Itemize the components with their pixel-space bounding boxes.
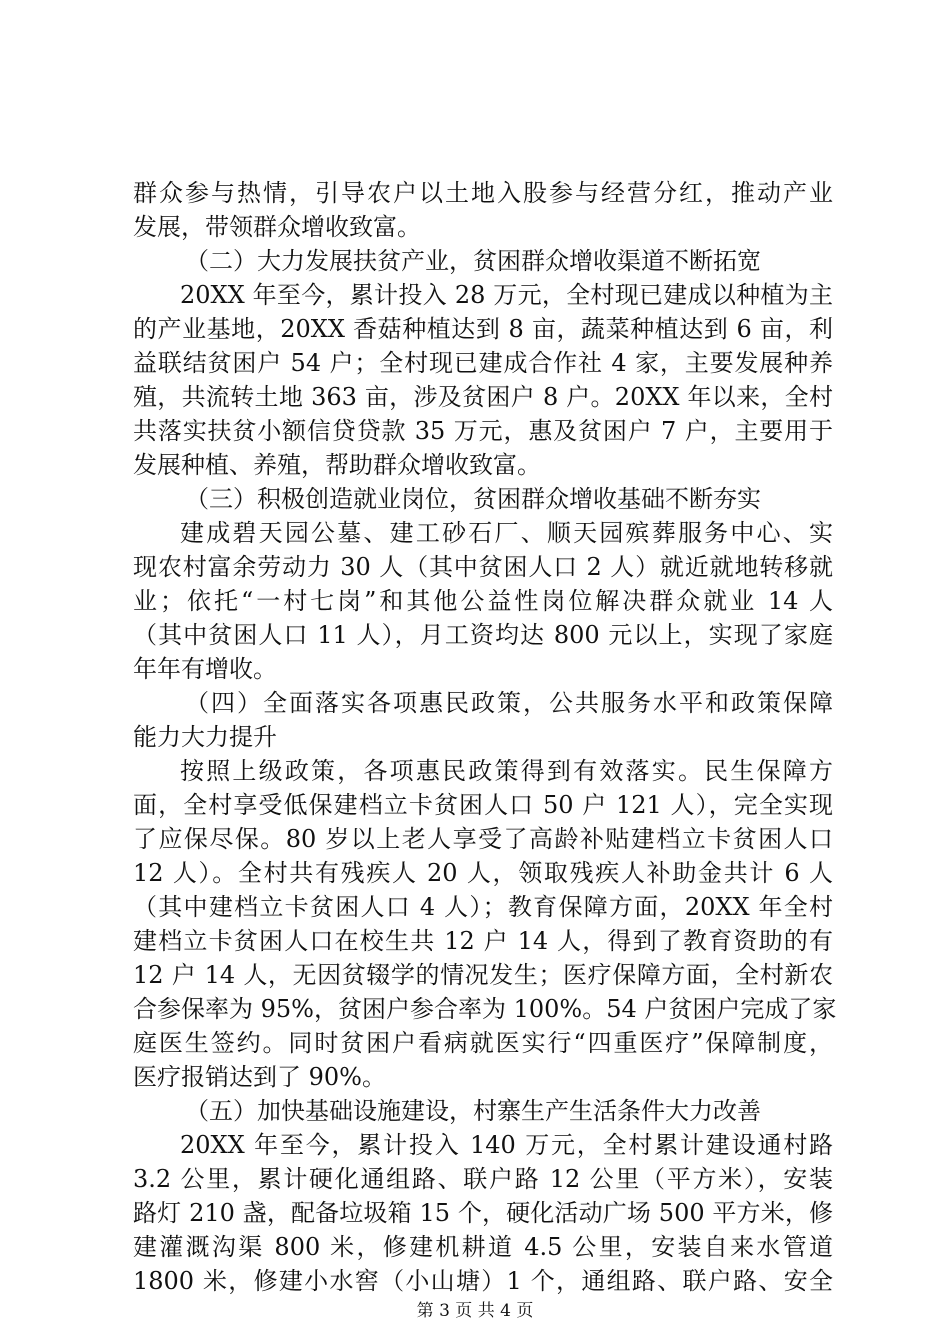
body-text-line: 建成碧天园公墓、建工砂石厂、顺天园殡葬服务中心、实: [180, 519, 833, 547]
body-text-line: 12 人）。全村共有残疾人 20 人，领取残疾人补助金共计 6 人: [133, 859, 833, 887]
body-text-line: 的产业基地，20XX 香菇种植达到 8 亩，蔬菜种植达到 6 亩，利: [133, 315, 833, 343]
body-text-line: 合参保率为 95%，贫困户参合率为 100%。54 户贫困户完成了家: [133, 995, 837, 1023]
section-heading-2: （二）大力发展扶贫产业，贫困群众增收渠道不断拓宽: [185, 247, 761, 275]
section-heading-4-cont: 能力大力提升: [133, 723, 277, 751]
body-text-line: 建灌溉沟渠 800 米，修建机耕道 4.5 公里，安装自来水管道: [133, 1233, 833, 1261]
body-text-line: 业；依托“一村七岗”和其他公益性岗位解决群众就业 14 人: [133, 587, 833, 615]
body-text-line: 益联结贫困户 54 户；全村现已建成合作社 4 家，主要发展种养: [133, 349, 833, 377]
body-text-line: 20XX 年至今，累计投入 140 万元，全村累计建设通村路: [180, 1131, 833, 1159]
body-text-line: 20XX 年至今，累计投入 28 万元，全村现已建成以种植为主: [180, 281, 833, 309]
body-text-line: 现农村富余劳动力 30 人（其中贫困人口 2 人）就近就地转移就: [133, 553, 833, 581]
body-text-line: 殖，共流转土地 363 亩，涉及贫困户 8 户。20XX 年以来，全村: [133, 383, 833, 411]
page-number-footer: 第 3 页 共 4 页: [416, 1301, 534, 1321]
body-text-line: 建档立卡贫困人口在校生共 12 户 14 人，得到了教育资助的有: [133, 927, 833, 955]
body-text-line: （其中建档立卡贫困人口 4 人）；教育保障方面，20XX 年全村: [133, 893, 833, 921]
body-text-line: 了应保尽保。80 岁以上老人享受了高龄补贴建档立卡贫困人口: [133, 825, 833, 853]
body-text-line: 庭医生签约。同时贫困户看病就医实行“四重医疗”保障制度，: [133, 1029, 833, 1057]
body-text-line: 发展，带领群众增收致富。: [133, 213, 421, 241]
body-text-line: 群众参与热情，引导农户以土地入股参与经营分红，推动产业: [133, 179, 833, 207]
body-text-line: 医疗报销达到了 90%。: [133, 1063, 386, 1091]
body-text-line: （其中贫困人口 11 人），月工资均达 800 元以上，实现了家庭: [133, 621, 833, 649]
body-text-line: 3.2 公里，累计硬化通组路、联户路 12 公里（平方米），安装: [133, 1165, 833, 1193]
body-text-line: 1800 米，修建小水窖（小山塘）1 个，通组路、联户路、安全: [133, 1267, 833, 1295]
section-heading-4: （四）全面落实各项惠民政策，公共服务水平和政策保障: [185, 689, 833, 717]
body-text-line: 路灯 210 盏，配备垃圾箱 15 个，硬化活动广场 500 平方米，修: [133, 1199, 833, 1227]
body-text-line: 共落实扶贫小额信贷贷款 35 万元，惠及贫困户 7 户，主要用于: [133, 417, 833, 445]
body-text-line: 年年有增收。: [133, 655, 277, 683]
body-text-line: 发展种植、养殖，帮助群众增收致富。: [133, 451, 541, 479]
section-heading-5: （五）加快基础设施建设，村寨生产生活条件大力改善: [185, 1097, 761, 1125]
body-text-line: 面，全村享受低保建档立卡贫困人口 50 户 121 人），完全实现: [133, 791, 833, 819]
body-text-line: 12 户 14 人，无因贫辍学的情况发生；医疗保障方面，全村新农: [133, 961, 833, 989]
body-text-line: 按照上级政策，各项惠民政策得到有效落实。民生保障方: [180, 757, 833, 785]
section-heading-3: （三）积极创造就业岗位，贫困群众增收基础不断夯实: [185, 485, 761, 513]
